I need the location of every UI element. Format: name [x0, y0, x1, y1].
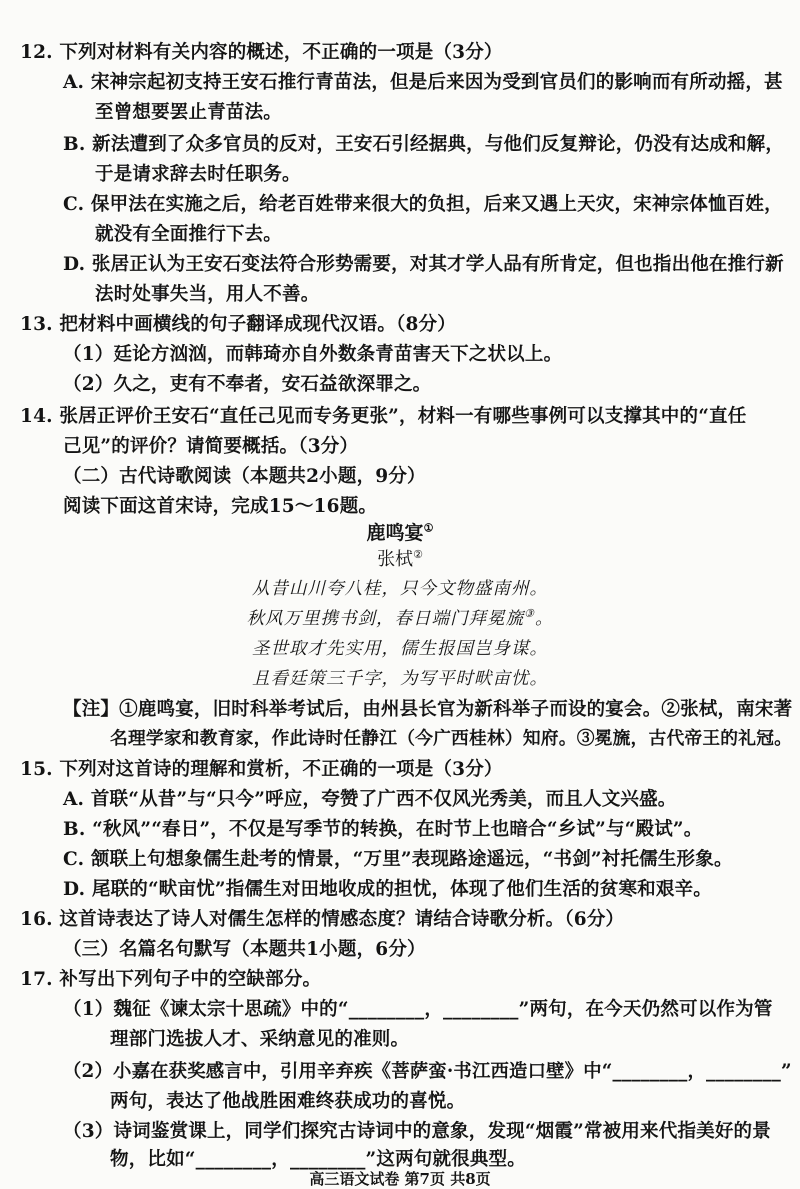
page-footer: 高三语文试卷 第7页 共8页 — [309, 1170, 491, 1188]
q17-part-3-cont: 物，比如“________，________”这两句就很典型。 — [110, 1149, 526, 1170]
q12-option-c-cont: 就没有全面推行下去。 — [95, 224, 283, 245]
q13-sentence-1: （1）廷论方汹汹，而韩琦亦自外数条青苗害天下之状以上。 — [63, 344, 563, 365]
q13-sentence-2: （2）久之，吏有不奉者，安石益欲深罪之。 — [63, 374, 432, 395]
poem-line-1: 从昔山川夸八桂，只今文物盛南州。 — [252, 579, 548, 599]
q15-option-b: B. “秋风”“春日”，不仅是写季节的转换，在时节上也暗合“乡试”与“殿试”。 — [63, 819, 703, 840]
q17-part-2: （2）小嘉在获奖感言中，引用辛弃疾《菩萨蛮·书江西造口壁》中“________，________” — [63, 1061, 792, 1082]
q12-option-c: C. 保甲法在实施之后，给老百姓带来很大的负担，后来又遇上天灾，宋神宗体恤百姓， — [63, 194, 783, 215]
section-3-heading: （三）名篇名句默写（本题共1小题，6分） — [63, 939, 426, 960]
q17-stem: 17. 补写出下列句子中的空缺部分。 — [20, 969, 322, 990]
q12-option-d: D. 张居正认为王安石变法符合形势需要，对其才学人品有所肯定，但也指出他在推行新 — [63, 254, 784, 275]
q17-part-3: （3）诗词鉴赏课上，同学们探究古诗词中的意象，发现“烟霞”常被用来代指美好的景 — [63, 1121, 771, 1142]
q17-part-1-cont: 理部门选拔人才、采纳意见的准则。 — [110, 1029, 410, 1050]
poem-author: 张栻② — [377, 548, 423, 570]
q12-stem: 12. 下列对材料有关内容的概述，不正确的一项是（3分） — [20, 42, 503, 63]
q15-option-d: D. 尾联的“畎亩忧”指儒生对田地收成的担忧，体现了他们生活的贫寒和艰辛。 — [63, 879, 712, 900]
poem-title: 鹿鸣宴① — [366, 521, 434, 544]
q15-option-a: A. 首联“从昔”与“只今”呼应，夸赞了广西不仅风光秀美，而且人文兴盛。 — [63, 789, 677, 810]
poem-line-3: 圣世取才先实用，儒生报国岂身谋。 — [252, 639, 548, 659]
q15-option-c: C. 颔联上句想象儒生赴考的情景，“万里”表现路途遥远，“书剑”衬托儒生形象。 — [63, 849, 733, 870]
q12-option-a: A. 宋神宗起初支持王安石推行青苗法，但是后来因为受到官员们的影响而有所动摇，甚 — [63, 72, 783, 93]
q16-stem: 16. 这首诗表达了诗人对儒生怎样的情感态度？请结合诗歌分析。（6分） — [20, 909, 625, 930]
q17-part-2-cont: 两句，表达了他战胜困难终获成功的喜悦。 — [110, 1091, 466, 1112]
poem-line-4: 且看廷策三千字，为写平时畎亩忧。 — [252, 669, 548, 689]
q14-stem-cont: 己见”的评价？请简要概括。（3分） — [63, 436, 359, 457]
q12-option-b-cont: 于是请求辞去时任职务。 — [95, 164, 301, 185]
q12-option-d-cont: 法时处事失当，用人不善。 — [95, 284, 320, 305]
q14-stem: 14. 张居正评价王安石“直任己见而专务更张”，材料一有哪些事例可以支撑其中的“直任 — [20, 406, 747, 427]
poem-notes-cont: 名理学家和教育家，作此诗时任静江（今广西桂林）知府。③冕旒，古代帝王的礼冠。 — [110, 728, 793, 749]
poem-line-2: 秋风万里携书剑，春日端门拜冕旒③。 — [246, 607, 554, 629]
q12-option-a-cont: 至曾想要罢止青苗法。 — [95, 102, 283, 123]
section-2-heading: （二）古代诗歌阅读（本题共2小题，9分） — [63, 466, 426, 487]
poem-notes: 【注】①鹿鸣宴，旧时科举考试后，由州县长官为新科举子而设的宴会。②张栻，南宋著 — [63, 699, 793, 720]
section-2-intro: 阅读下面这首宋诗，完成15～16题。 — [63, 496, 378, 517]
q17-part-1: （1）魏征《谏太宗十思疏》中的“________，________”两句，在今天仍然可以作为管 — [63, 999, 773, 1020]
q13-stem: 13. 把材料中画横线的句子翻译成现代汉语。（8分） — [20, 314, 456, 335]
q12-option-b: B. 新法遭到了众多官员的反对，王安石引经据典，与他们反复辩论，仍没有达成和解， — [63, 134, 785, 155]
q15-stem: 15. 下列对这首诗的理解和赏析，不正确的一项是（3分） — [20, 759, 503, 780]
